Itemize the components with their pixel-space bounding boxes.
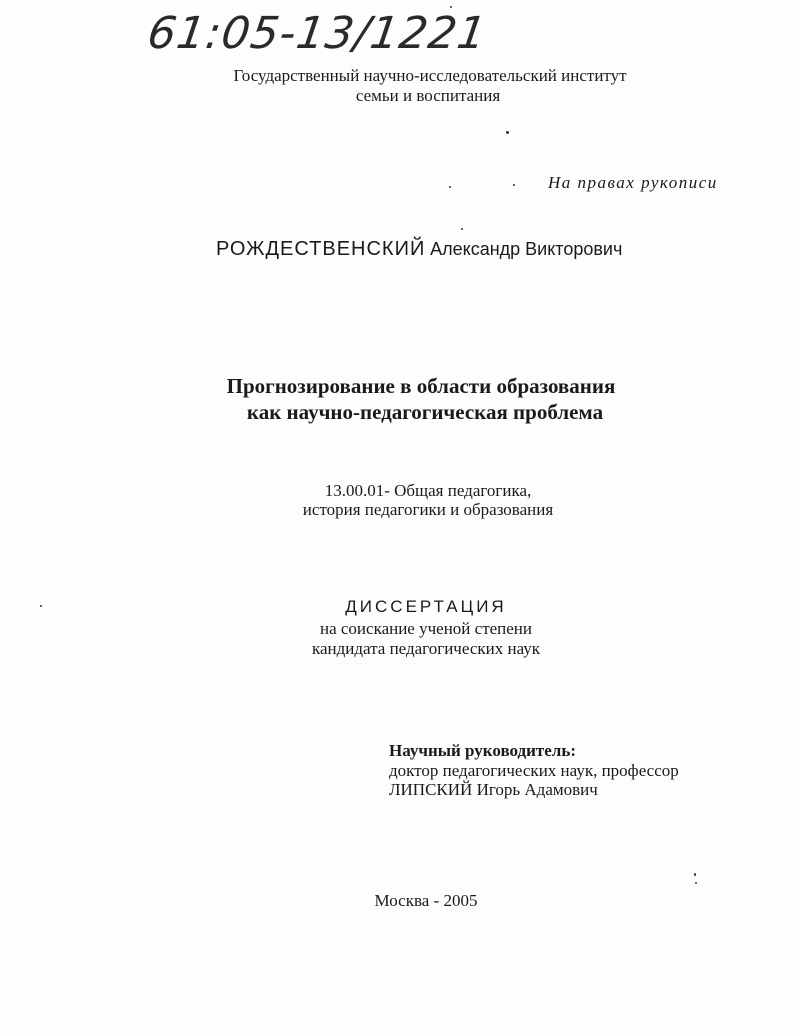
scan-speck — [506, 131, 509, 134]
supervisor-name: ЛИПСКИЙ Игорь Адамович — [389, 780, 598, 799]
handwritten-catalog-number: 61:05-13/1221 — [144, 8, 491, 59]
specialty-line-1: 13.00.01- Общая педагогика, — [324, 481, 532, 500]
supervisor-degree: доктор педагогических наук, профессор — [389, 761, 679, 780]
dissertation-title-line-1: Прогнозирование в области образования — [226, 374, 616, 398]
degree-line-2: кандидата педагогических наук — [311, 639, 541, 658]
author-name — [216, 238, 622, 261]
scan-speck — [694, 873, 696, 876]
document-type-heading: ДИССЕРТАЦИЯ — [345, 597, 507, 616]
specialty-line-2: история педагогики и образования — [302, 500, 554, 519]
scan-speck — [513, 184, 515, 186]
institute-name-line-1: Государственный научно-исследовательский институт — [233, 66, 627, 85]
supervisor-heading: Научный руководитель: — [389, 741, 576, 760]
degree-line-1: на соискание ученой степени — [319, 619, 533, 638]
scan-speck — [461, 228, 463, 230]
city-year: Москва - 2005 — [374, 891, 478, 910]
dissertation-title-line-2: как научно-педагогическая проблема — [246, 400, 604, 424]
scan-speck — [450, 6, 452, 8]
rights-note: На правах рукописи — [548, 173, 718, 192]
institute-name-line-2: семьи и воспитания — [355, 86, 501, 105]
author-given-names: Александр Викторович — [430, 239, 623, 259]
scan-speck — [695, 882, 697, 884]
scan-speck — [40, 605, 42, 607]
author-surname: РОЖДЕСТВЕНСКИЙ — [216, 238, 426, 260]
scan-speck — [449, 186, 451, 188]
